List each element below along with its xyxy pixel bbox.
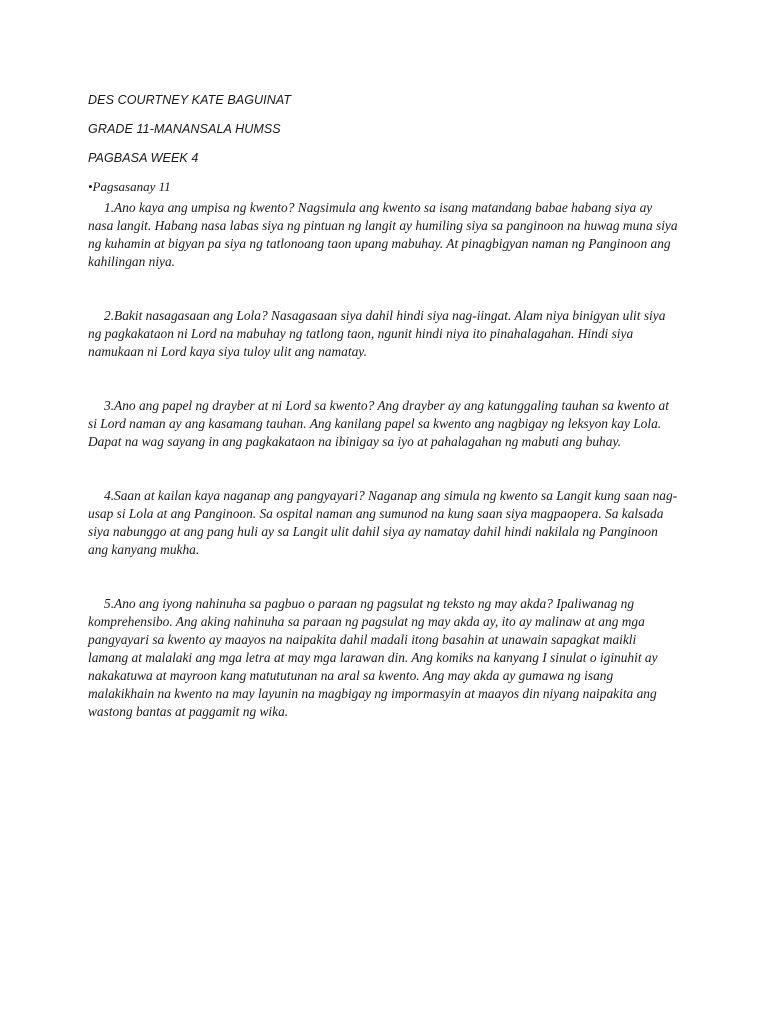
exercise-title: •Pagsasanay 11 (88, 179, 171, 194)
student-name: DES COURTNEY KATE BAGUINAT (88, 93, 292, 107)
answer-4: 4.Saan at kailan kaya naganap ang pangyayari? Naganap ang simula ng kwento sa Langit kung saan nag-usap si Lola at ang Panginoon. Sa ospital naman ang sumunod na kung saan siya magpaopera. Sa kalsada siya nabunggo at ang pang huli ay sa Langit ulit dahil siya ay namatay dahil hindi nakilala ng Panginoon ang kanyang mukha. (88, 488, 678, 557)
answer-1: 1.Ano kaya ang umpisa ng kwento? Nagsimula ang kwento sa isang matandang babae habang siya ay nasa langit. Habang nasa labas siya ng pintuan ng langit ay humiling siya sa panginoon na huwag muna siya ng kuhamin at bigyan pa siya ng tatlonoang taon upang mabuhay. At pinagbigyan naman ng Panginoon ang kahilingan niya. (88, 200, 678, 269)
answer-3: 3.Ano ang papel ng drayber at ni Lord sa kwento? Ang drayber ay ang katunggaling tauhan sa kwento at si Lord naman ay ang kasamang tauhan. Ang kanilang papel sa kwento ang nagbigay ng leksyon kay Lola. Dapat na wag sayang in ang pagkakataon na ibinigay sa iyo at pahalagahan ng mabuti ang buhay. (88, 398, 669, 449)
subject-week: PAGBASA WEEK 4 (88, 151, 199, 165)
document-content (88, 92, 678, 721)
grade-section: GRADE 11-MANANSALA HUMSS (88, 122, 281, 136)
answer-5: 5.Ano ang iyong nahinuha sa pagbuo o paraan ng pagsulat ng teksto ng may akda? Ipaliwanag ng komprehensibo. Ang aking nahinuha sa paraan ng pagsulat ng may akda ay, ito ay malinaw at ang mga pangyayari sa kwento ay maayos na naipakita dahil madali itong basahin at unawain sapagkat maikli lamang at malalaki ang mga letra at may mga larawan din. Ang komiks na kanyang I sinulat o iginuhit ay nakakatuwa at mayroon kang matututunan na aral sa kwento. Ang may akda ay gumawa ng isang malakikhain na kwento na may layunin na magbigay ng impormasyin at maayos din niyang naipakita ang wastong bantas at paggamit ng wika. (88, 596, 658, 719)
answer-2: 2.Bakit nasagasaan ang Lola? Nasagasaan siya dahil hindi siya nag-iingat. Alam niya binigyan ulit siya ng pagkakataon ni Lord na mabuhay ng tatlong taon, ngunit hindi niya ito pinahalagahan. Hindi siya namukaan ni Lord kaya siya tuloy ulit ang namatay. (88, 308, 666, 359)
